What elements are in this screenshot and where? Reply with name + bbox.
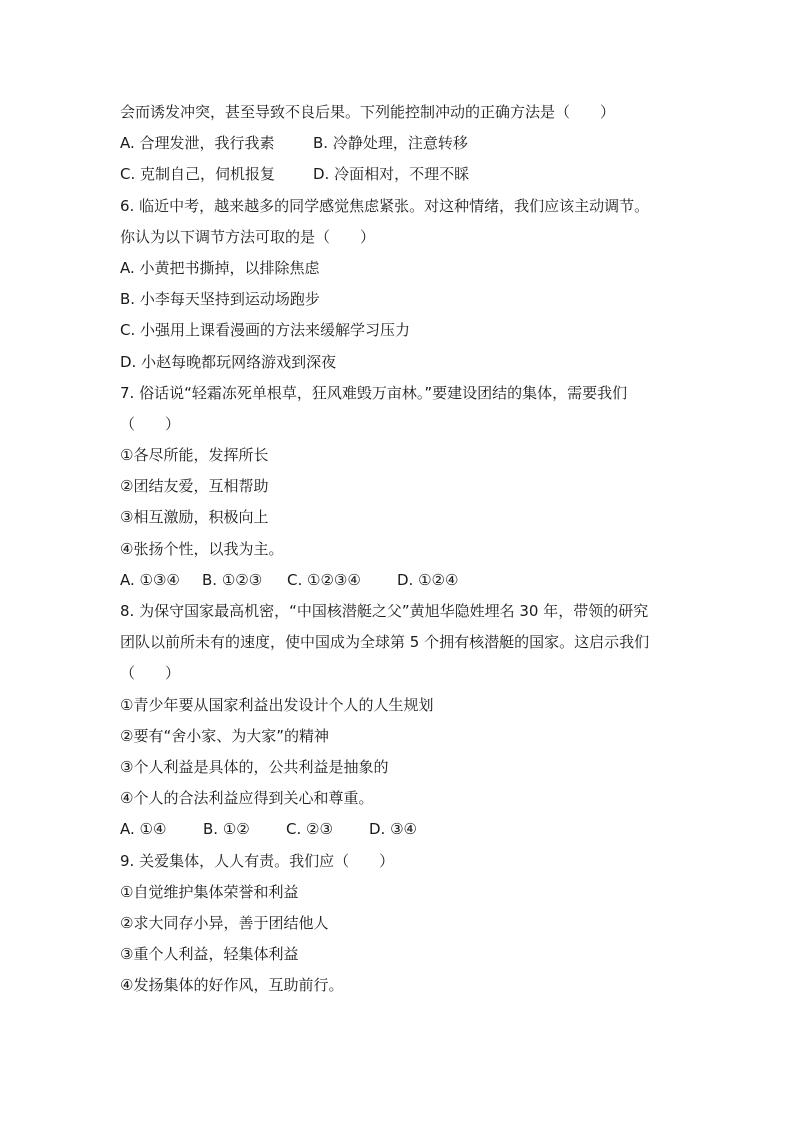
q8-stem: 8. 为保守国家最高机密，“中国核潜艇之父”黄旭华隐姓埋名 30 年，带领的研究 <box>120 602 649 620</box>
q7-item-4: ④张扬个性，以我为主。 <box>120 539 284 558</box>
q8-item-4: ④个人的合法利益应得到关心和尊重。 <box>120 789 374 808</box>
q8-stem-continuation: 团队以前所未有的速度，使中国成为全球第 5 个拥有核潜艇的国家。这启示我们 <box>120 633 650 652</box>
q6-option-c: C. 小强用上课看漫画的方法来缓解学习压力 <box>120 321 411 340</box>
q5-stem-continuation: 会而诱发冲突，甚至导致不良后果。下列能控制冲动的正确方法是（ ） <box>120 103 616 121</box>
q7-option-a: A. ①③④ <box>120 570 180 589</box>
q7-stem: 7. 俗话说“轻霜冻死单根草，狂风难毁万亩林。”要建设团结的集体，需要我们 <box>120 383 628 402</box>
q5-option-d: D. 冷面相对，不理不睬 <box>313 165 470 184</box>
q5-option-c: C. 克制自己，伺机报复 <box>120 165 276 184</box>
q9-stem: 9. 关爱集体，人人有责。我们应（ ） <box>120 851 395 870</box>
q5-option-a: A. 合理发泄，我行我素 <box>120 134 275 153</box>
q6-option-d: D. 小赵每晚都玩网络游戏到深夜 <box>120 352 337 371</box>
q7-option-c: C. ①②③④ <box>287 570 361 589</box>
q5-options-cd <box>120 159 680 190</box>
q7-option-b: B. ①②③ <box>202 570 263 589</box>
q7-item-2: ②团结友爱，互相帮助 <box>120 477 269 496</box>
q8-option-a: A. ①④ <box>120 820 167 839</box>
q7-stem-blank: （ ） <box>120 414 181 433</box>
q9-item-1: ①自觉维护集体荣誉和利益 <box>120 882 299 901</box>
q8-item-2: ②要有“舍小家、为大家”的精神 <box>120 726 329 745</box>
q9-item-4: ④发扬集体的好作风，互助前行。 <box>120 976 344 995</box>
q7-item-1: ①各尽所能，发挥所长 <box>120 446 269 465</box>
q8-item-3: ③个人利益是具体的，公共利益是抽象的 <box>120 757 389 776</box>
q8-item-1: ①青少年要从国家利益出发设计个人的人生规划 <box>120 695 434 714</box>
q7-options <box>120 565 680 596</box>
q7-item-3: ③相互激励，积极向上 <box>120 508 269 527</box>
q5-options-ab <box>120 128 680 159</box>
q6-option-b: B. 小李每天坚持到运动场跑步 <box>120 290 320 309</box>
q9-item-3: ③重个人利益，轻集体利益 <box>120 945 299 964</box>
q8-stem-blank: （ ） <box>120 664 181 683</box>
q6-stem: 6. 临近中考，越来越多的同学感觉焦虑紧张。对这种情绪，我们应该主动调节。 <box>120 196 650 215</box>
q6-stem-continuation: 你认为以下调节方法可取的是（ ） <box>120 227 376 246</box>
q8-option-d: D. ③④ <box>369 820 417 839</box>
q8-option-c: C. ②③ <box>286 820 333 839</box>
q7-option-d: D. ①②④ <box>397 570 459 589</box>
q9-item-2: ②求大同存小异，善于团结他人 <box>120 913 329 932</box>
page-content <box>120 97 680 1001</box>
q8-option-b: B. ①② <box>203 820 250 839</box>
q5-option-b: B. 冷静处理，注意转移 <box>313 134 468 153</box>
q8-options <box>120 814 680 845</box>
q6-option-a: A. 小黄把书撕掉，以排除焦虑 <box>120 258 320 277</box>
